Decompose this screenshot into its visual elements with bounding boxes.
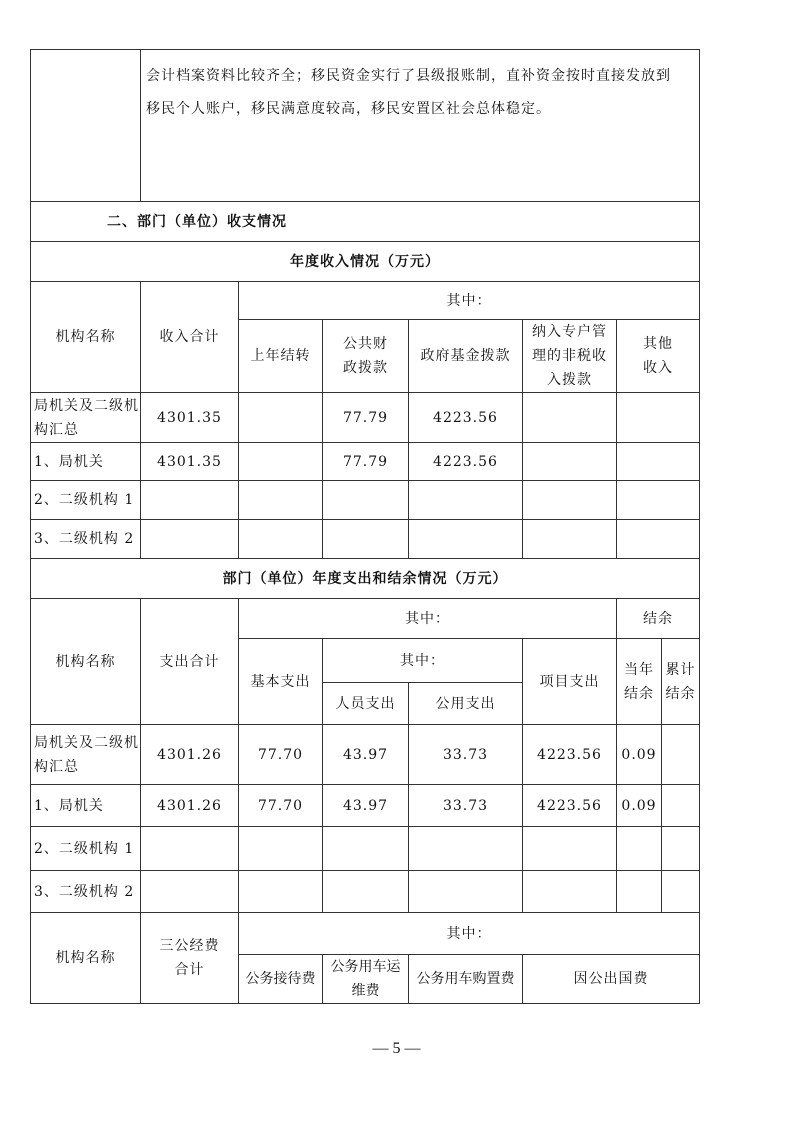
expense-row <box>31 725 700 785</box>
income-row-carryover <box>239 443 323 481</box>
income-header-carryover: 上年结转 <box>239 320 323 393</box>
expense-row-basic <box>239 871 323 913</box>
intro-left-cell <box>31 50 141 202</box>
sangong-header-org: 机构名称 <box>31 913 141 1004</box>
expense-row-name: 局机关及二级机构汇总 <box>31 725 141 785</box>
expense-row-basic <box>239 827 323 871</box>
income-row-nontax <box>523 393 617 443</box>
section-title-row <box>31 202 700 242</box>
expense-row-public <box>409 827 523 871</box>
income-row-name: 1、局机关 <box>31 443 141 481</box>
income-row-fund <box>409 481 523 520</box>
expense-row-cumulative <box>662 725 700 785</box>
income-header-other: 其他收入 <box>617 320 700 393</box>
expense-row-current: 0.09 <box>617 725 662 785</box>
expense-row-project: 4223.56 <box>523 785 617 827</box>
expense-row-personnel <box>323 871 409 913</box>
expense-row-public <box>409 871 523 913</box>
income-row-other <box>617 481 700 520</box>
expense-row-cumulative <box>662 871 700 913</box>
expense-header-project: 项目支出 <box>523 639 617 725</box>
income-row-name: 2、二级机构 1 <box>31 481 141 520</box>
expense-row-public: 33.73 <box>409 785 523 827</box>
expense-table-title: 部门（单位）年度支出和结余情况（万元） <box>31 559 700 599</box>
expense-row-project <box>523 871 617 913</box>
income-row-carryover <box>239 520 323 559</box>
income-row-nontax <box>523 443 617 481</box>
income-row-fund: 4223.56 <box>409 443 523 481</box>
expense-row-cumulative <box>662 827 700 871</box>
income-row-other <box>617 520 700 559</box>
income-row-fiscal: 77.79 <box>323 443 409 481</box>
income-row-fiscal: 77.79 <box>323 393 409 443</box>
income-row-fund: 4223.56 <box>409 393 523 443</box>
expense-row-public: 33.73 <box>409 725 523 785</box>
income-title-row <box>31 242 700 282</box>
expense-row <box>31 785 700 827</box>
expense-row-total <box>141 871 239 913</box>
expense-header-public: 公用支出 <box>409 683 523 725</box>
budget-report-table <box>30 49 700 1004</box>
expense-row <box>31 827 700 871</box>
expense-row-name: 1、局机关 <box>31 785 141 827</box>
income-header-nontax: 纳入专户管理的非税收入拨款 <box>523 320 617 393</box>
sangong-header-reception: 公务接待费 <box>239 955 323 1004</box>
income-row <box>31 520 700 559</box>
income-row-other <box>617 443 700 481</box>
intro-row <box>31 50 700 202</box>
income-row-fund <box>409 520 523 559</box>
income-header-total: 收入合计 <box>141 282 239 393</box>
sangong-header-car-maint: 公务用车运维费 <box>323 955 409 1004</box>
section-title: 二、部门（单位）收支情况 <box>31 202 700 242</box>
expense-header-qizhong: 其中： <box>239 599 617 639</box>
intro-paragraph <box>141 50 700 202</box>
expense-header-qizhong2: 其中： <box>323 639 523 683</box>
intro-line-1: 会计档案资料比较齐全；移民资金实行了县级报账制，直补资金按时直接发放到 <box>146 68 671 84</box>
expense-row-total <box>141 827 239 871</box>
expense-row-total: 4301.26 <box>141 785 239 827</box>
income-row <box>31 481 700 520</box>
expense-row-current <box>617 871 662 913</box>
income-row-name: 局机关及二级机构汇总 <box>31 393 141 443</box>
expense-header-basic: 基本支出 <box>239 639 323 725</box>
expense-row-personnel: 43.97 <box>323 785 409 827</box>
sangong-header-abroad: 因公出国费 <box>523 955 700 1004</box>
expense-row-project: 4223.56 <box>523 725 617 785</box>
income-row <box>31 393 700 443</box>
sangong-header-qizhong: 其中： <box>239 913 700 955</box>
expense-row-total: 4301.26 <box>141 725 239 785</box>
income-header-fiscal: 公共财政拨款 <box>323 320 409 393</box>
expense-header-cumulative: 累计结余 <box>662 639 700 725</box>
expense-row-basic: 77.70 <box>239 725 323 785</box>
income-row <box>31 443 700 481</box>
expense-row-current: 0.09 <box>617 785 662 827</box>
expense-row-personnel <box>323 827 409 871</box>
income-header-qizhong: 其中： <box>239 282 700 320</box>
income-header-row-1 <box>31 282 700 320</box>
income-row-total: 4301.35 <box>141 443 239 481</box>
expense-header-balance: 结余 <box>617 599 700 639</box>
income-row-fiscal <box>323 520 409 559</box>
expense-row-cumulative <box>662 785 700 827</box>
expense-header-row-1 <box>31 599 700 639</box>
sangong-header-car-purchase: 公务用车购置费 <box>409 955 523 1004</box>
income-row-total <box>141 520 239 559</box>
page-number: — 5 — <box>372 1040 421 1057</box>
intro-line-2: 移民个人账户，移民满意度较高，移民安置区社会总体稳定。 <box>146 101 551 117</box>
expense-title-row <box>31 559 700 599</box>
sangong-header-total: 三公经费合计 <box>141 913 239 1004</box>
expense-row-name: 2、二级机构 1 <box>31 827 141 871</box>
expense-row-name: 3、二级机构 2 <box>31 871 141 913</box>
expense-row <box>31 871 700 913</box>
income-row-name: 3、二级机构 2 <box>31 520 141 559</box>
expense-header-org: 机构名称 <box>31 599 141 725</box>
expense-header-total: 支出合计 <box>141 599 239 725</box>
expense-header-current: 当年结余 <box>617 639 662 725</box>
income-row-carryover <box>239 393 323 443</box>
expense-row-personnel: 43.97 <box>323 725 409 785</box>
income-header-fund: 政府基金拨款 <box>409 320 523 393</box>
income-row-fiscal <box>323 481 409 520</box>
income-row-nontax <box>523 481 617 520</box>
expense-row-current <box>617 827 662 871</box>
income-row-carryover <box>239 481 323 520</box>
sangong-header-row-1 <box>31 913 700 955</box>
income-row-other <box>617 393 700 443</box>
income-header-org: 机构名称 <box>31 282 141 393</box>
income-table-title: 年度收入情况（万元） <box>31 242 700 282</box>
expense-row-basic: 77.70 <box>239 785 323 827</box>
expense-row-project <box>523 827 617 871</box>
income-row-total: 4301.35 <box>141 393 239 443</box>
income-row-total <box>141 481 239 520</box>
income-row-nontax <box>523 520 617 559</box>
expense-header-personnel: 人员支出 <box>323 683 409 725</box>
